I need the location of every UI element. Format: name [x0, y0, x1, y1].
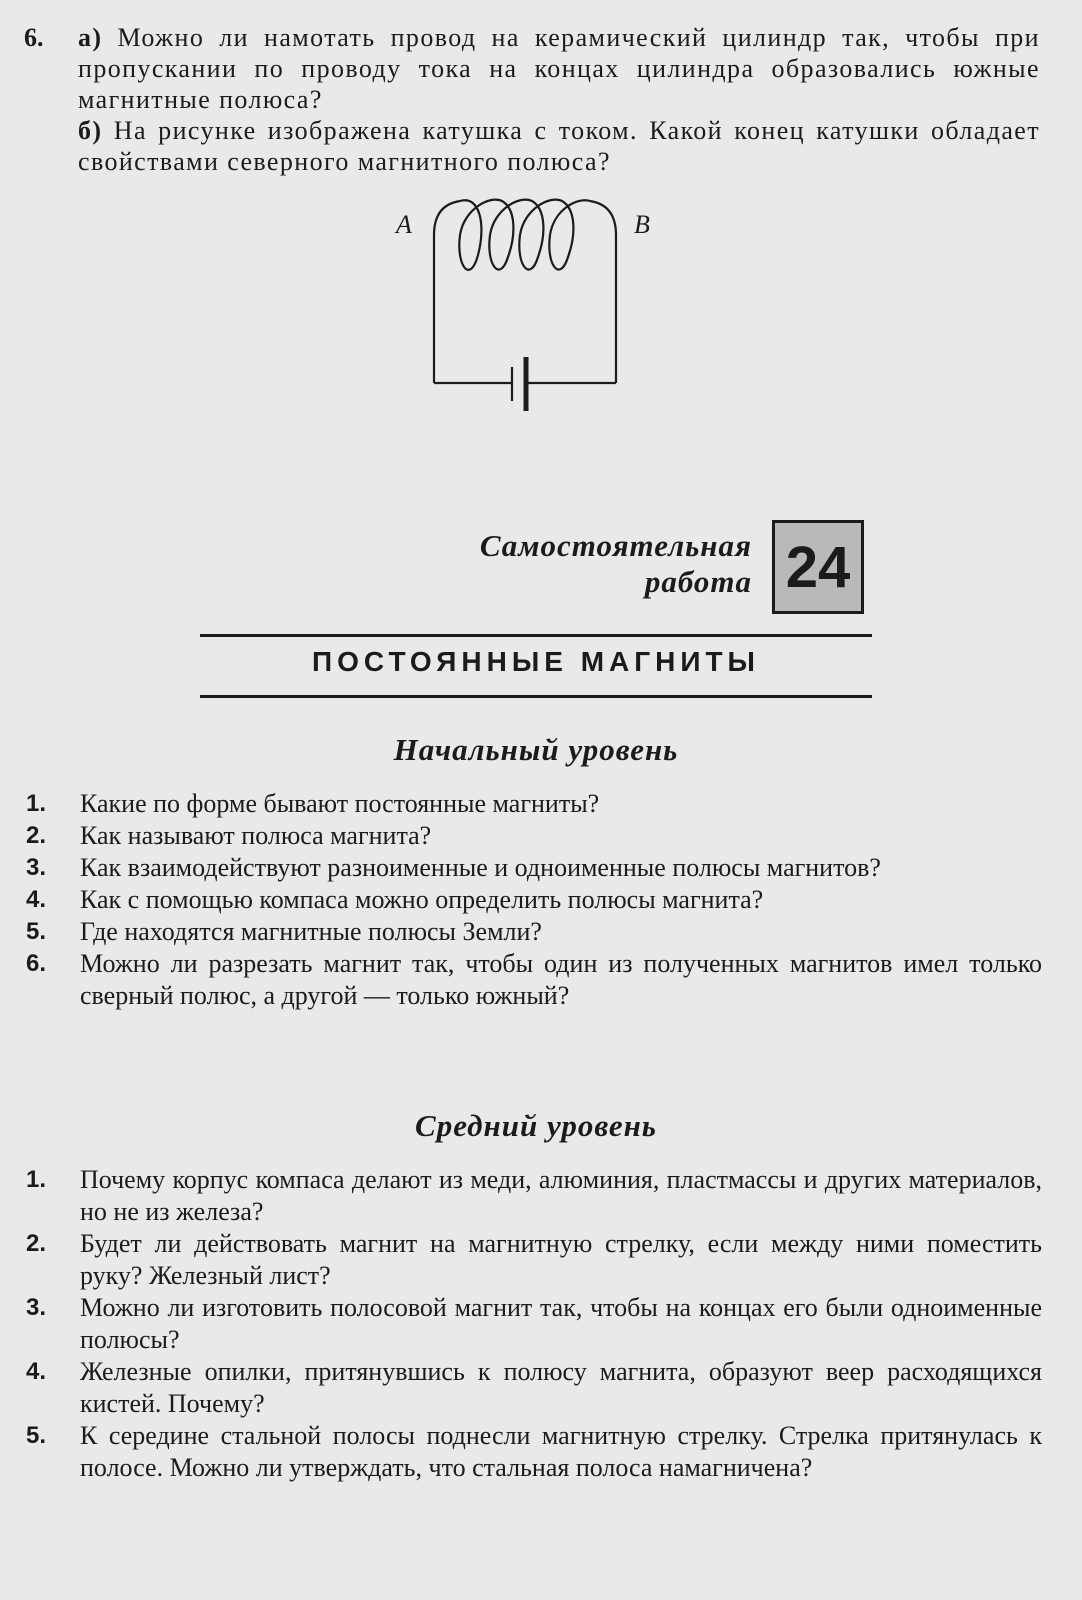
task-6-part-a — [78, 22, 1040, 115]
work-title-line-2: работа — [644, 564, 752, 599]
question-text: Почему корпус компаса делают из меди, алюминия, пластмассы и других материалов, но не из железа? — [80, 1165, 1042, 1226]
question-number: 3. — [26, 854, 47, 881]
divider-top — [200, 634, 872, 637]
circuit-wire-right — [590, 201, 616, 235]
beginner-level-title: Начальный уровень — [393, 732, 679, 767]
intermediate-question-list — [20, 1164, 1042, 1484]
coil-end-label-a: A — [396, 210, 412, 239]
question-text: Можно ли разрезать магнит так, чтобы один из полученных магнитов имел только сверный полюс, а другой — только южный? — [80, 949, 1042, 1010]
circuit-wire-left — [434, 201, 460, 235]
question-number: 2. — [26, 1230, 47, 1257]
work-title-line-1: Самостоятельная — [479, 528, 752, 563]
beginner-question-list — [20, 788, 1042, 1012]
question-number: 1. — [26, 1166, 47, 1193]
question-number: 3. — [26, 1294, 47, 1321]
section-title: ПОСТОЯННЫЕ МАГНИТЫ — [312, 646, 760, 677]
question-number: 2. — [26, 822, 47, 849]
divider-bottom — [200, 695, 872, 698]
work-number-badge: 24 — [772, 520, 864, 614]
list-item — [20, 1164, 1042, 1228]
list-item — [20, 948, 1042, 1012]
question-text: Как взаимодействуют разноименные и одноименные полюсы магнитов? — [80, 853, 881, 882]
question-text: Какие по форме бывают постоянные магниты? — [80, 789, 600, 818]
list-item — [20, 820, 1042, 852]
work-title — [480, 528, 752, 600]
question-text: Будет ли действовать магнит на магнитную стрелку, если между ними поместить руку? Железный лист? — [80, 1229, 1042, 1290]
task-6-part-b-text: На рисунке изображена катушка с током. Какой конец катушки обладает свойствами северного магнитного полюса? — [78, 116, 1040, 176]
task-6-part-a-label: а) — [78, 23, 103, 52]
question-text: Железные опилки, притянувшись к полюсу магнита, образуют веер расходящихся кистей. Почему? — [80, 1357, 1042, 1418]
question-number: 5. — [26, 1422, 47, 1449]
coil-end-label-b: B — [634, 210, 650, 239]
list-item — [20, 1356, 1042, 1420]
coil-circuit-figure — [390, 195, 650, 425]
list-item — [20, 1292, 1042, 1356]
question-number: 4. — [26, 886, 47, 913]
list-item — [20, 1228, 1042, 1292]
task-6-part-a-text: Можно ли намотать провод на керамический цилиндр так, чтобы при пропускании по проводу тока на концах цилиндра образовались южные магнитные полюса? — [78, 23, 1040, 114]
task-6-part-b — [78, 115, 1040, 177]
task-6-part-b-label: б) — [78, 116, 103, 145]
task-6 — [20, 22, 1040, 177]
task-6-number: 6. — [24, 23, 44, 52]
question-text: К середине стальной полосы поднесли магнитную стрелку. Стрелка притянулась к полосе. Можно ли утверждать, что стальная полоса намагничена? — [80, 1421, 1042, 1482]
list-item — [20, 788, 1042, 820]
question-number: 6. — [26, 950, 47, 977]
list-item — [20, 852, 1042, 884]
question-number: 4. — [26, 1358, 47, 1385]
coil-circuit-diagram — [390, 195, 650, 425]
coil-winding — [459, 200, 590, 270]
intermediate-level-title: Средний уровень — [415, 1108, 657, 1143]
list-item — [20, 884, 1042, 916]
question-number: 1. — [26, 790, 47, 817]
question-text: Как называют полюса магнита? — [80, 821, 432, 850]
list-item — [20, 1420, 1042, 1484]
question-text: Можно ли изготовить полосовой магнит так, чтобы на концах его были одноименные полюсы? — [80, 1293, 1042, 1354]
question-number: 5. — [26, 918, 47, 945]
list-item — [20, 916, 1042, 948]
question-text: Как с помощью компаса можно определить полюсы магнита? — [80, 885, 764, 914]
question-text: Где находятся магнитные полюсы Земли? — [80, 917, 542, 946]
